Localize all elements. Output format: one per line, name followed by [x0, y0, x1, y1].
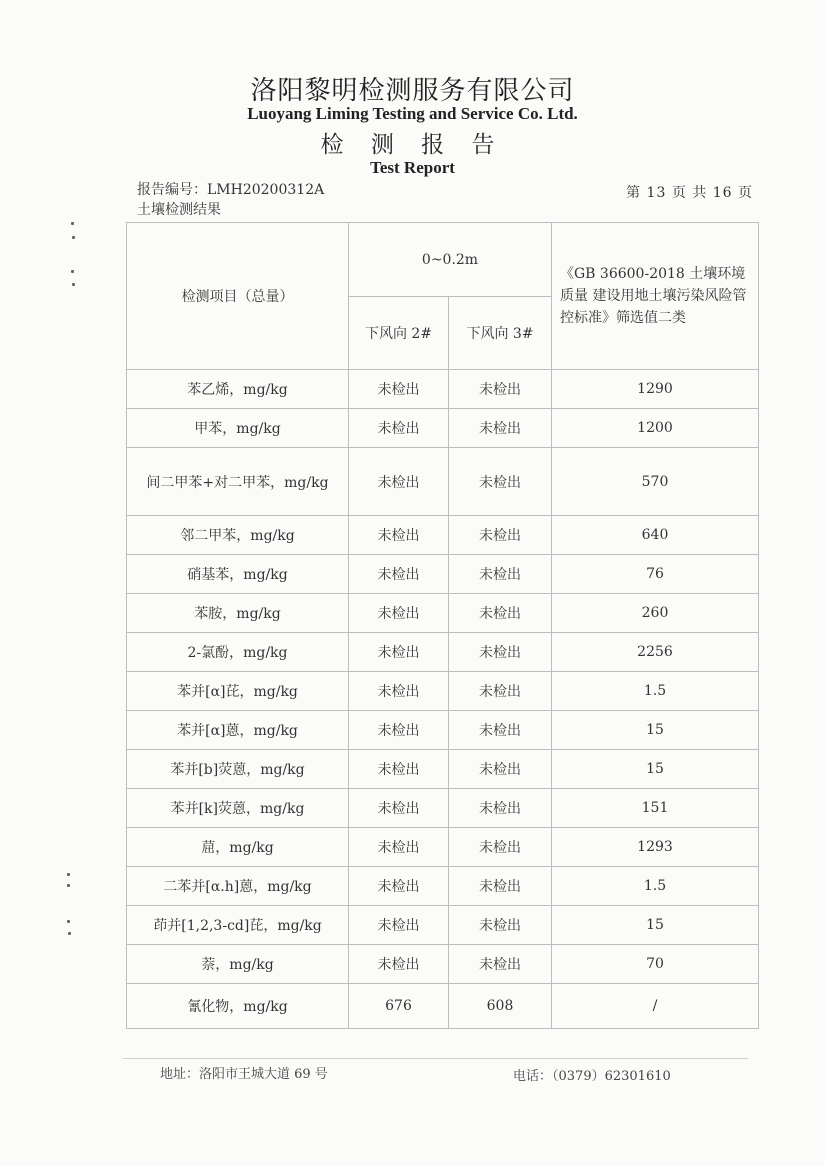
row-item-name: 二苯并[α.h]蒽，mg/kg: [127, 867, 349, 906]
row-sample-2: 未检出: [349, 555, 449, 594]
standard-column-header: 《GB 36600-2018 土壤环境质量 建设用地土壤污染风险管控标准》筛选值二类: [552, 223, 759, 370]
row-sample-2: 未检出: [349, 594, 449, 633]
table-row: [127, 828, 759, 867]
row-standard-value: 15: [552, 750, 759, 789]
row-sample-3: 未检出: [449, 672, 552, 711]
row-standard-value: 70: [552, 945, 759, 984]
row-sample-2: 未检出: [349, 906, 449, 945]
row-item-name: 间二甲苯+对二甲苯，mg/kg: [127, 448, 349, 516]
row-sample-2: 未检出: [349, 516, 449, 555]
section-title: 土壤检测结果: [137, 202, 221, 218]
table-row: [127, 711, 759, 750]
row-sample-2: 未检出: [349, 750, 449, 789]
scan-mark: [72, 236, 75, 239]
row-item-name: 苯胺，mg/kg: [127, 594, 349, 633]
row-standard-value: 76: [552, 555, 759, 594]
row-sample-3: 608: [449, 984, 552, 1029]
row-sample-3: 未检出: [449, 555, 552, 594]
item-column-header: 检测项目（总量）: [127, 223, 349, 370]
company-name-cn: 洛阳黎明检测服务有限公司: [250, 76, 575, 106]
scan-mark: [67, 884, 70, 887]
row-standard-value: 640: [552, 516, 759, 555]
row-item-name: 氰化物，mg/kg: [127, 984, 349, 1029]
row-standard-value: 260: [552, 594, 759, 633]
row-item-name: 苯乙烯，mg/kg: [127, 370, 349, 409]
row-standard-value: 2256: [552, 633, 759, 672]
row-sample-2: 未检出: [349, 448, 449, 516]
row-sample-3: 未检出: [449, 448, 552, 516]
table-row: [127, 370, 759, 409]
row-item-name: 苯并[α]芘，mg/kg: [127, 672, 349, 711]
row-standard-value: 1200: [552, 409, 759, 448]
row-standard-value: 1.5: [552, 672, 759, 711]
scan-mark: [67, 873, 70, 876]
row-sample-3: 未检出: [449, 594, 552, 633]
depth-column-header: 0~0.2m: [349, 223, 552, 297]
table-row: [127, 516, 759, 555]
row-sample-2: 未检出: [349, 409, 449, 448]
results-table: [126, 222, 759, 1029]
report-title-cn: 检 测 报 告: [320, 132, 505, 158]
footer-address: 地址：洛阳市王城大道 69 号: [160, 1067, 328, 1082]
sample-header-3: 下风向 3#: [449, 297, 552, 370]
row-item-name: 苯并[k]荧蒽，mg/kg: [127, 789, 349, 828]
scan-mark: [67, 920, 70, 923]
company-name-en: Luoyang Liming Testing and Service Co. Ltd.: [247, 104, 578, 123]
row-item-name: 苯并[b]荧蒽，mg/kg: [127, 750, 349, 789]
row-item-name: 䓛，mg/kg: [127, 828, 349, 867]
row-sample-3: 未检出: [449, 867, 552, 906]
row-sample-3: 未检出: [449, 370, 552, 409]
table-row: [127, 984, 759, 1029]
row-standard-value: 1293: [552, 828, 759, 867]
scan-mark: [71, 222, 74, 225]
footer-divider: [123, 1058, 748, 1059]
row-sample-3: 未检出: [449, 409, 552, 448]
table-row: [127, 555, 759, 594]
row-sample-2: 未检出: [349, 828, 449, 867]
row-sample-3: 未检出: [449, 828, 552, 867]
row-sample-2: 未检出: [349, 672, 449, 711]
row-standard-value: 570: [552, 448, 759, 516]
row-sample-3: 未检出: [449, 516, 552, 555]
row-sample-3: 未检出: [449, 633, 552, 672]
row-sample-3: 未检出: [449, 750, 552, 789]
row-sample-3: 未检出: [449, 789, 552, 828]
footer-phone: 电话：（0379）62301610: [513, 1069, 671, 1084]
row-item-name: 甲苯，mg/kg: [127, 409, 349, 448]
row-item-name: 萘，mg/kg: [127, 945, 349, 984]
row-sample-3: 未检出: [449, 711, 552, 750]
table-row: [127, 906, 759, 945]
row-sample-2: 676: [349, 984, 449, 1029]
row-standard-value: 1290: [552, 370, 759, 409]
table-row: [127, 448, 759, 516]
row-standard-value: /: [552, 984, 759, 1029]
table-row: [127, 789, 759, 828]
table-row: [127, 409, 759, 448]
page-number: 第 13 页 共 16 页: [626, 185, 753, 201]
row-sample-2: 未检出: [349, 789, 449, 828]
table-row: [127, 945, 759, 984]
sample-header-2: 下风向 2#: [349, 297, 449, 370]
row-item-name: 苯并[α]蒽，mg/kg: [127, 711, 349, 750]
row-item-name: 茚并[1,2,3-cd]芘，mg/kg: [127, 906, 349, 945]
row-standard-value: 15: [552, 711, 759, 750]
table-header-row: [127, 223, 759, 297]
row-item-name: 硝基苯，mg/kg: [127, 555, 349, 594]
table-row: [127, 633, 759, 672]
row-sample-2: 未检出: [349, 633, 449, 672]
table-row: [127, 672, 759, 711]
table-row: [127, 594, 759, 633]
table-row: [127, 867, 759, 906]
row-standard-value: 151: [552, 789, 759, 828]
row-item-name: 2-氯酚，mg/kg: [127, 633, 349, 672]
report-number: 报告编号：LMH20200312A: [137, 182, 325, 198]
row-sample-2: 未检出: [349, 370, 449, 409]
table-row: [127, 750, 759, 789]
scan-mark: [72, 283, 75, 286]
report-title-en: Test Report: [370, 158, 455, 177]
row-sample-2: 未检出: [349, 945, 449, 984]
row-sample-3: 未检出: [449, 945, 552, 984]
scan-mark: [68, 932, 71, 935]
row-sample-2: 未检出: [349, 711, 449, 750]
row-sample-2: 未检出: [349, 867, 449, 906]
row-standard-value: 1.5: [552, 867, 759, 906]
scan-mark: [71, 270, 74, 273]
row-item-name: 邻二甲苯，mg/kg: [127, 516, 349, 555]
row-sample-3: 未检出: [449, 906, 552, 945]
row-standard-value: 15: [552, 906, 759, 945]
